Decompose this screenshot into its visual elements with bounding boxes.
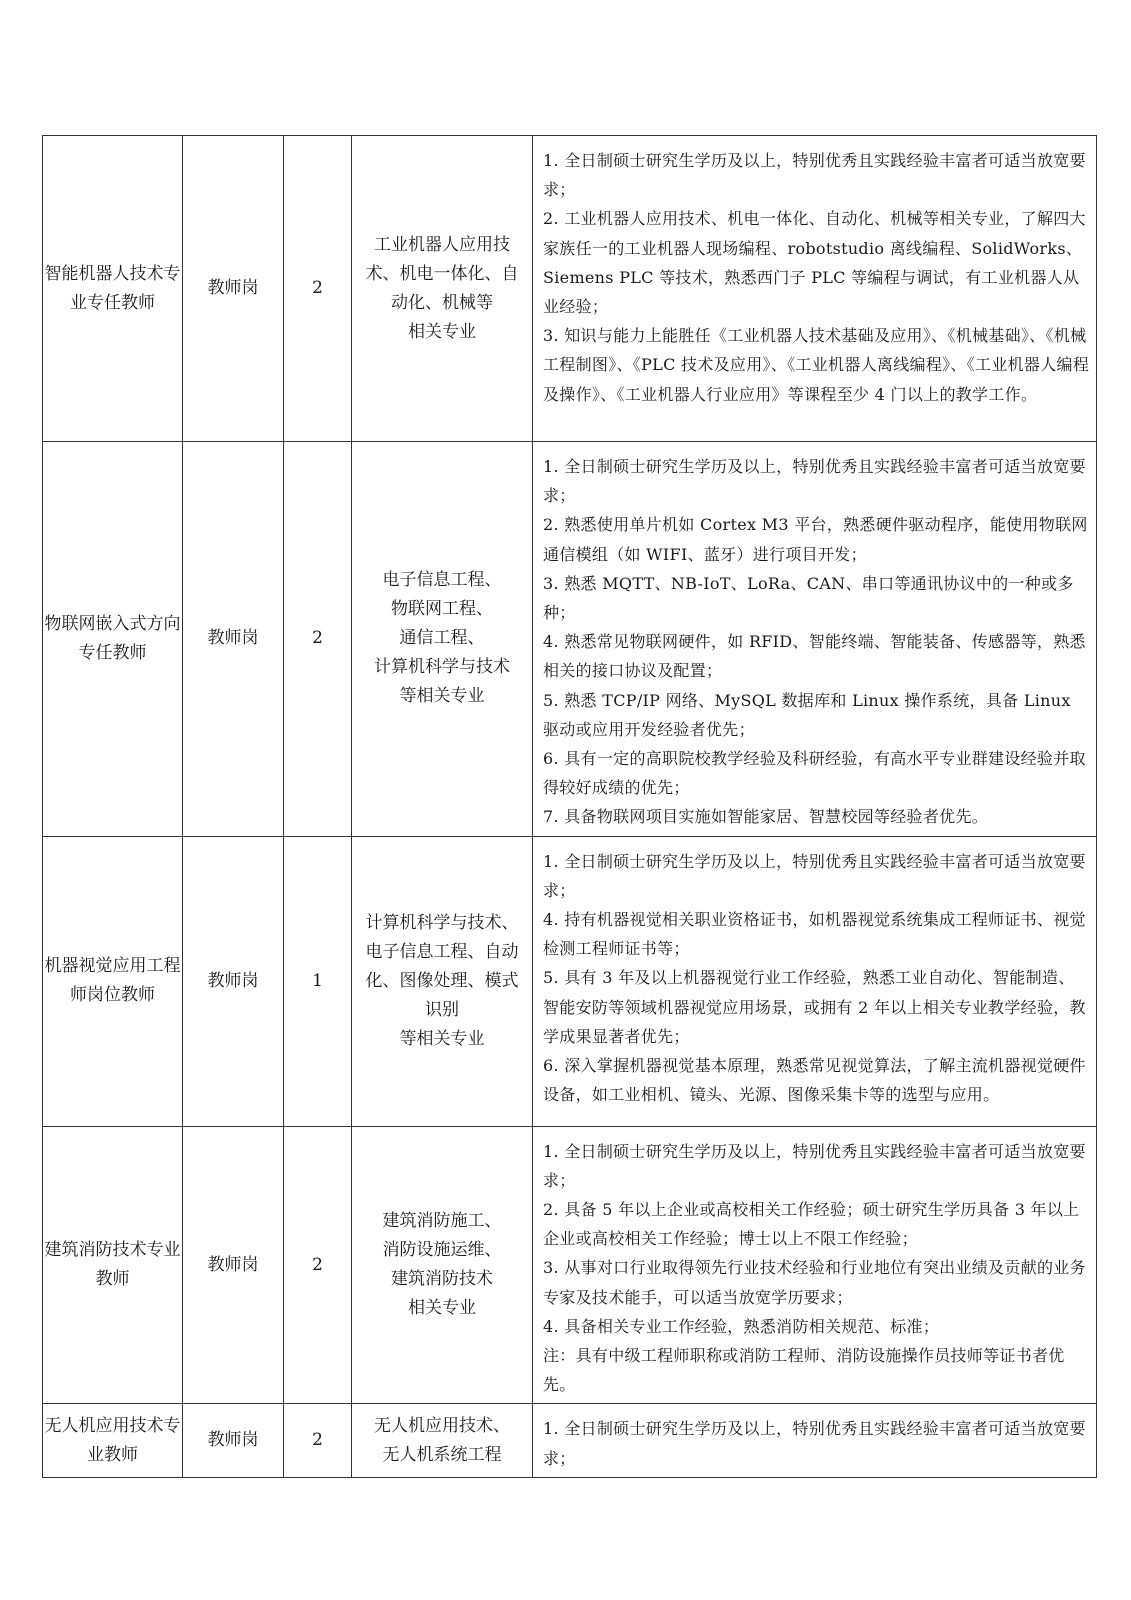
recruitment-table — [42, 135, 1097, 1478]
position-category-cell: 教师岗 — [183, 1126, 284, 1404]
major-requirement-cell — [352, 442, 533, 837]
requirement-item: 4. 具备相关专业工作经验，熟悉消防相关规范、标准； — [543, 1316, 940, 1336]
major-line: 电子信息工程、 — [382, 570, 502, 591]
job-requirements-cell — [533, 836, 1097, 1126]
requirement-item: 5. 熟悉 TCP/IP 网络、MySQL 数据库和 Linux 操作系统，具备 Linux 驱动或应用开发经验者优先； — [543, 690, 1071, 739]
major-line: 动化、机械等 — [391, 292, 493, 313]
major-line: 电子信息工程、自动 — [365, 941, 519, 962]
requirement-item: 5. 具有 3 年及以上机器视觉行业工作经验，熟悉工业自动化、智能制造、智能安防等领域机器视觉应用场景，或拥有 2 年以上相关专业教学经验，教学成果显著者优先； — [543, 968, 1086, 1046]
requirement-item: 2. 具备 5 年以上企业或高校相关工作经验；硕士研究生学历具备 3 年以上企业或高校相关工作经验；博士以上不限工作经验； — [543, 1200, 1080, 1249]
table-row — [43, 1126, 1097, 1404]
major-requirement-cell — [352, 836, 533, 1126]
job-requirements-cell — [533, 136, 1097, 442]
requirement-item: 4. 持有机器视觉相关职业资格证书，如机器视觉系统集成工程师证书、视觉检测工程师证书等； — [543, 910, 1086, 959]
requirement-item: 2. 工业机器人应用技术、机电一体化、自动化、机械等相关专业，了解四大家族任一的工业机器人现场编程、robotstudio 离线编程、SolidWorks、Siemens PLC 等技术，熟悉西门子 PLC 等编程与调试，有工业机器人从业经验； — [543, 209, 1086, 317]
job-requirements-cell — [533, 442, 1097, 837]
headcount-cell: 1 — [284, 836, 352, 1126]
headcount-cell: 2 — [284, 136, 352, 442]
job-requirements-cell — [533, 1404, 1097, 1477]
major-line: 相关专业 — [408, 1298, 476, 1319]
position-name-cell: 智能机器人技术专业专任教师 — [43, 136, 183, 442]
major-line: 计算机科学与技术 — [374, 657, 510, 678]
major-requirement-cell — [352, 1126, 533, 1404]
table-row — [43, 136, 1097, 442]
requirement-item: 1. 全日制硕士研究生学历及以上，特别优秀且实践经验丰富者可适当放宽要求； — [543, 457, 1086, 506]
table-body — [43, 136, 1097, 1478]
position-category-cell: 教师岗 — [183, 836, 284, 1126]
requirement-item: 6. 具有一定的高职院校教学经验及科研经验，有高水平专业群建设经验并取得较好成绩的优先； — [543, 749, 1086, 798]
headcount-cell: 2 — [284, 442, 352, 837]
position-name-cell: 建筑消防技术专业教师 — [43, 1126, 183, 1404]
table-row — [43, 442, 1097, 837]
requirement-item: 3. 熟悉 MQTT、NB-IoT、LoRa、CAN、串口等通讯协议中的一种或多种； — [543, 573, 1074, 623]
major-line: 术、机电一体化、自 — [365, 263, 519, 284]
major-requirement-cell — [352, 1404, 533, 1477]
headcount-cell: 2 — [284, 1404, 352, 1477]
table-row — [43, 1404, 1097, 1477]
major-line: 消防设施运维、 — [382, 1240, 502, 1261]
position-name-cell: 物联网嵌入式方向专任教师 — [43, 442, 183, 837]
requirement-item: 1. 全日制硕士研究生学历及以上，特别优秀且实践经验丰富者可适当放宽要求； — [543, 1419, 1086, 1468]
requirement-item: 4. 熟悉常见物联网硬件，如 RFID、智能终端、智能装备、传感器等，熟悉相关的接口协议及配置； — [543, 632, 1086, 681]
major-line: 等相关专业 — [399, 1028, 485, 1049]
requirement-item: 注：具有中级工程师职称或消防工程师、消防设施操作员技师等证书者优先。 — [543, 1346, 1065, 1395]
requirement-item: 1. 全日制硕士研究生学历及以上，特别优秀且实践经验丰富者可适当放宽要求； — [543, 151, 1086, 200]
table-row — [43, 836, 1097, 1126]
position-category-cell: 教师岗 — [183, 136, 284, 442]
major-line: 通信工程、 — [399, 628, 485, 649]
major-line: 识别 — [425, 999, 459, 1020]
job-requirements-cell — [533, 1126, 1097, 1404]
requirement-item: 2. 熟悉使用单片机如 Cortex M3 平台，熟悉硬件驱动程序，能使用物联网通信模组（如 WIFI、蓝牙）进行项目开发； — [543, 515, 1088, 564]
position-name-cell: 无人机应用技术专业教师 — [43, 1404, 183, 1477]
position-category-cell: 教师岗 — [183, 442, 284, 837]
position-category-cell: 教师岗 — [183, 1404, 284, 1477]
requirement-item: 3. 从事对口行业取得领先行业技术经验和行业地位有突出业绩及贡献的业务专家及技术能手，可以适当放宽学历要求； — [543, 1258, 1086, 1307]
major-requirement-cell — [352, 136, 533, 442]
major-line: 无人机应用技术、 — [374, 1415, 510, 1436]
major-line: 化、图像处理、模式 — [365, 970, 519, 991]
position-name-cell: 机器视觉应用工程师岗位教师 — [43, 836, 183, 1126]
requirement-item: 3. 知识与能力上能胜任《工业机器人技术基础及应用》、《机械基础》、《机械工程制图》、《PLC 技术及应用》、《工业机器人离线编程》、《工业机器人编程及操作》、《工业机器人行业应用》等课程至少 4 门以上的教学工作。 — [543, 326, 1090, 404]
headcount-cell: 2 — [284, 1126, 352, 1404]
major-line: 建筑消防施工、 — [382, 1211, 502, 1232]
major-line: 等相关专业 — [399, 686, 485, 707]
major-line: 无人机系统工程 — [382, 1444, 502, 1465]
major-line: 建筑消防技术 — [391, 1269, 493, 1290]
requirement-item: 1. 全日制硕士研究生学历及以上，特别优秀且实践经验丰富者可适当放宽要求； — [543, 1141, 1086, 1190]
requirement-item: 7. 具备物联网项目实施如智能家居、智慧校园等经验者优先。 — [543, 807, 989, 827]
major-line: 相关专业 — [408, 321, 476, 342]
requirement-item: 1. 全日制硕士研究生学历及以上，特别优秀且实践经验丰富者可适当放宽要求； — [543, 851, 1086, 900]
major-line: 计算机科学与技术、 — [365, 912, 519, 933]
major-line: 物联网工程、 — [391, 599, 493, 620]
major-line: 工业机器人应用技 — [374, 234, 510, 255]
requirement-item: 6. 深入掌握机器视觉基本原理，熟悉常见视觉算法，了解主流机器视觉硬件设备，如工业相机、镜头、光源、图像采集卡等的选型与应用。 — [543, 1056, 1086, 1105]
